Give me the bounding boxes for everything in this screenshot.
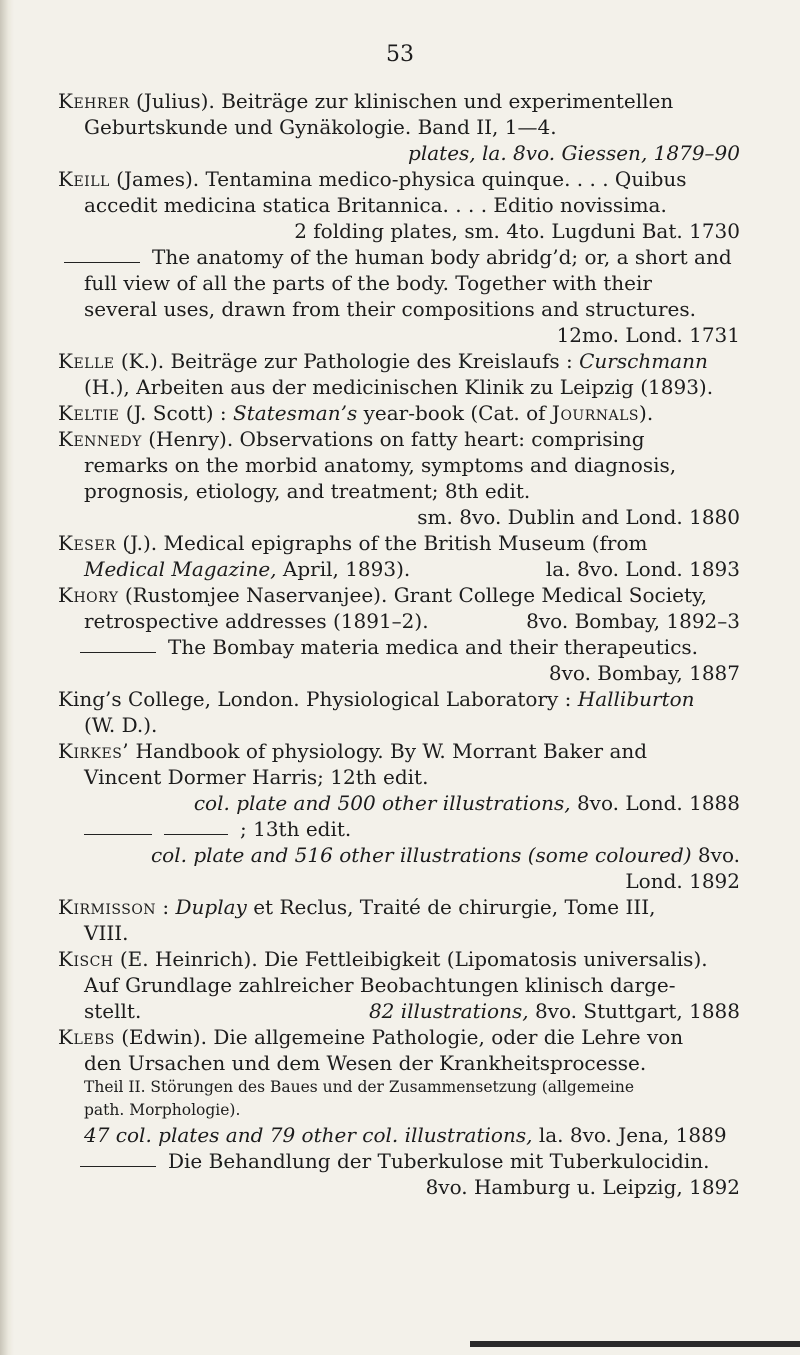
entry-text: (J.). Medical epigraphs of the British Museum (from — [122, 531, 648, 555]
entry-text: Handbook of physiology. By W. Morrant Baker and — [135, 739, 648, 763]
title-italic: Statesman’s — [233, 401, 358, 425]
author-name: Khory — [58, 583, 119, 607]
page-number: 53 — [386, 42, 414, 67]
entry-kehrer — [0, 88, 800, 166]
entry-text: (Henry). Observations on fatty heart: comprising — [148, 427, 645, 451]
ditto-dash — [64, 254, 140, 263]
author-name: Kelle — [58, 349, 115, 373]
entry-text: : — [162, 895, 170, 919]
bibliography-list — [0, 88, 800, 1200]
entry-text: VIII. — [84, 921, 129, 945]
author-name: King’s College, London. — [58, 687, 300, 711]
entry-keill — [0, 166, 800, 348]
entry-text: The Bombay materia medica and their therapeutics. — [168, 635, 699, 659]
entry-text: April, 1893). — [282, 557, 411, 581]
entry-text: (James). Tentamina medico-physica quinque. . . . Quibus — [116, 167, 687, 191]
author-name: Kennedy — [58, 427, 142, 451]
entry-text: remarks on the morbid anatomy, symptoms and diagnosis, — [84, 453, 677, 477]
entry-kirkes — [0, 738, 800, 894]
entry-text: Die Behandlung der Tuberkulose mit Tuberkulocidin. — [168, 1149, 710, 1173]
author-name: Kirkes’ — [58, 739, 130, 763]
entry-text: (K.). Beiträge zur Pathologie des Kreislaufs : — [120, 349, 573, 373]
entry-text: Geburtskunde und Gynäkologie. Band II, 1—4. — [84, 115, 557, 139]
ditto-dash — [84, 826, 152, 835]
imprint: 8vo. Bombay, 1887 — [548, 661, 740, 685]
entry-text: (W. D.). — [84, 713, 158, 737]
entry-keser — [0, 530, 800, 582]
cross-ref: Duplay — [175, 895, 247, 919]
illustration-note: col. plate and 500 other illustrations, — [193, 791, 571, 815]
entry-klebs — [0, 1024, 800, 1200]
ditto-dash — [80, 644, 156, 653]
entry-kennedy — [0, 426, 800, 530]
author-name: Kehrer — [58, 89, 130, 113]
author-name: Kirmisson — [58, 895, 157, 919]
imprint: 8vo. Bombay, 1892–3 — [526, 609, 740, 633]
entry-text: (Rustomjee Naservanjee). Grant College Medical Society, — [124, 583, 708, 607]
entry-keltie — [0, 400, 800, 426]
imprint: 8vo. Stuttgart, 1888 — [534, 999, 740, 1023]
author-name: Keltie — [58, 401, 120, 425]
entry-text: year-book (Cat. of — [363, 401, 546, 425]
imprint: 2 folding plates, sm. 4to. Lugduni Bat. 1730 — [294, 219, 740, 243]
entry-text: den Ursachen und dem Wesen der Krankheitsprocesse. — [84, 1051, 647, 1075]
entry-text: (Julius). Beiträge zur klinischen und experimentellen — [136, 89, 674, 113]
imprint: plates, la. 8vo. Giessen, 1879–90 — [408, 141, 740, 165]
entry-text: Auf Grundlage zahlreicher Beobachtungen klinisch darge- — [84, 973, 676, 997]
entry-text: stellt. — [84, 999, 142, 1023]
author-name: Klebs — [58, 1025, 115, 1049]
entry-text: (E. Heinrich). Die Fettleibigkeit (Lipomatosis universalis). — [119, 947, 708, 971]
author-name: Keill — [58, 167, 110, 191]
illustration-note: 82 illustrations, — [368, 999, 529, 1023]
author-name: Kisch — [58, 947, 114, 971]
entry-text: Vincent Dormer Harris; 12th edit. — [84, 765, 429, 789]
cross-ref: Curschmann — [579, 349, 708, 373]
entry-kirmisson — [0, 894, 800, 946]
imprint: 12mo. Lond. 1731 — [556, 323, 740, 347]
cross-ref: Journals — [551, 401, 640, 425]
imprint: 8vo. Hamburg u. Leipzig, 1892 — [425, 1175, 740, 1199]
imprint: 8vo. — [697, 843, 740, 867]
entry-text: accedit medicina statica Britannica. . . . Editio novissima. — [84, 193, 667, 217]
entry-text: (H.), Arbeiten aus der medicinischen Klinik zu Leipzig (1893). — [84, 375, 714, 399]
imprint: 8vo. Lond. 1888 — [576, 791, 740, 815]
imprint: sm. 8vo. Dublin and Lond. 1880 — [417, 505, 740, 529]
ditto-dash — [164, 826, 228, 835]
illustration-note: 47 col. plates and 79 other col. illustrations, — [84, 1123, 533, 1147]
entry-text: Physiological Laboratory : — [305, 687, 572, 711]
entry-text: et Reclus, Traité de chirurgie, Tome III, — [253, 895, 656, 919]
entry-kings-college — [0, 686, 800, 738]
imprint: la. 8vo. Jena, 1889 — [538, 1123, 727, 1147]
author-name: Keser — [58, 531, 117, 555]
entry-kelle — [0, 348, 800, 400]
illustration-note: col. plate and 516 other illustrations (some coloured) — [150, 843, 692, 867]
entry-text: The anatomy of the human body abridg’d; or, a short and — [152, 245, 732, 269]
entry-text: ; 13th edit. — [240, 817, 352, 841]
entry-note: path. Morphologie). — [84, 1101, 241, 1119]
entry-text: (Edwin). Die allgemeine Pathologie, oder die Lehre von — [121, 1025, 684, 1049]
entry-text: prognosis, etiology, and treatment; 8th edit. — [84, 479, 531, 503]
imprint: Lond. 1892 — [625, 869, 740, 893]
title-italic: Medical Magazine, — [84, 557, 277, 581]
bottom-rule — [470, 1341, 800, 1347]
entry-text: (J. Scott) : — [125, 401, 227, 425]
entry-text: full view of all the parts of the body. Together with their — [84, 271, 652, 295]
entry-text: retrospective addresses (1891–2). — [84, 609, 429, 633]
entry-text: ). — [639, 401, 654, 425]
cross-ref: Halliburton — [577, 687, 695, 711]
imprint: la. 8vo. Lond. 1893 — [545, 557, 740, 581]
entry-kisch — [0, 946, 800, 1024]
entry-text: several uses, drawn from their compositions and structures. — [84, 297, 697, 321]
entry-khory — [0, 582, 800, 686]
entry-note: Theil II. Störungen des Baues und der Zusammensetzung (allgemeine — [84, 1078, 635, 1096]
ditto-dash — [80, 1158, 156, 1167]
